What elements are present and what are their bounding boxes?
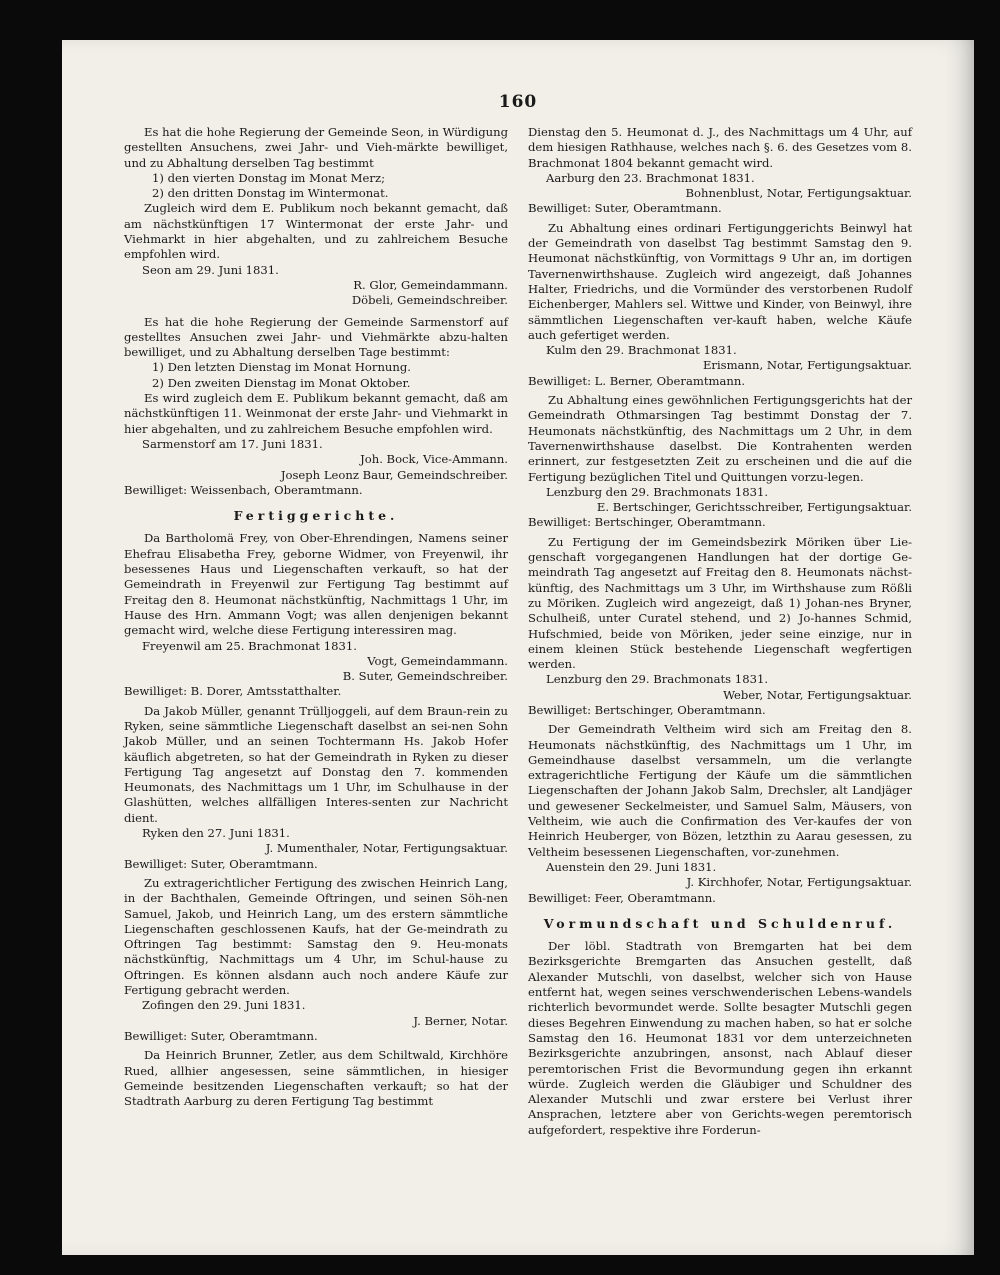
signature: Döbeli, Gemeindschreiber. <box>351 293 508 308</box>
dateline: Sarmenstorf am 17. Juni 1831. <box>142 436 323 451</box>
notice-paragraph: Zu Abhaltung eines gewöhnlichen Fertigungsgerichts hat der Gemeindrath Othmarsingen Tag bestimmt Donstag der 7. Heumonats nächstkünftig, des Nachmittags um 2 Uhr, in dem Tavernenwirthshause daselbst. Die Kontrahenten werden erinnert, zur festgesetzten Zeit zu erscheinen und die auf die Fertigung bezüglichen Titel und Quittungen vorzu-legen. <box>528 393 912 484</box>
approval-line: Bewilliget: B. Dorer, Amtsstatthalter. <box>124 684 342 699</box>
approval-line: Bewilliget: Weissenbach, Oberamtmann. <box>124 482 363 497</box>
dateline: Kulm den 29. Brachmonat 1831. <box>546 343 737 358</box>
left-column <box>124 125 508 1109</box>
section-heading: Fertiggerichte. <box>233 508 399 524</box>
dateline: Freyenwil am 25. Brachmonat 1831. <box>142 638 357 653</box>
dateline: Lenzburg den 29. Brachmonats 1831. <box>546 484 769 499</box>
signature: Joh. Bock, Vice-Ammann. <box>360 452 508 467</box>
dateline: Auenstein den 29. Juni 1831. <box>546 859 717 874</box>
newspaper-page <box>62 40 974 1255</box>
approval-line: Bewilliget: Feer, Oberamtmann. <box>528 890 716 905</box>
notice-paragraph: Da Jakob Müller, genannt Trülljoggeli, auf dem Braun-rein zu Ryken, seine sämmtliche Liegenschaft daselbst an sei-nen Sohn Jakob Müller, und an seinen Tochtermann Hs. Jakob Hofer käuflich abgetreten, so hat der Gemeindrath in Ryken zu dieser Fertigung Tag angesetzt auf Donstag den 7. kommenden Heumonats, des Nachmittags um 1 Uhr, im Schulhause in der Glashütten, welches allfälligen Interes-senten zur Nachricht dient. <box>124 703 508 825</box>
dateline: Seon am 29. Juni 1831. <box>142 262 279 277</box>
notice-paragraph: Der löbl. Stadtrath von Bremgarten hat bei dem Bezirksgerichte Bremgarten das Ansuchen gestellt, daß Alexander Mutschli, von daselbst, welcher sich von Hause entfernt hat, wegen seines verschwenderischen Lebens-wandels richterlich bevormundet werde. Sollte besagter Mutschli gegen dieses Begehren Einwendung zu machen haben, so hat er solche Samstag den 16. Heumonat 1831 vor dem unterzeichneten Bezirksgerichte anzubringen, ansonst, nach Ablauf dieser peremtorischen Frist die Bevormundung gegen ihn erkannt würde. Zugleich werden die Gläubiger und Schuldner des Alexander Mutschli und zwar erstere bei Verlust ihrer Ansprachen, letztere aber von Gerichts-wegen peremtorisch aufgefordert, respektive ihre Forderun- <box>528 939 912 1137</box>
signature: R. Glor, Gemeindammann. <box>353 277 508 292</box>
approval-line: Bewilliget: L. Berner, Oberamtmann. <box>528 373 746 388</box>
dateline: Lenzburg den 29. Brachmonats 1831. <box>546 672 769 687</box>
page-number: 160 <box>498 92 538 112</box>
notice-paragraph: Zu extragerichtlicher Fertigung des zwischen Heinrich Lang, in der Bachthalen, Gemeinde Oftringen, und seinen Söh-nen Samuel, Jakob, und Heinrich Lang, um des erstern sämmtliche Liegenschaften geschlossenen Kaufs, hat der Ge-meindrath zu Oftringen Tag bestimmt: Samstag den 9. Heu-monats nächstkünftig, Nachmittags um 4 Uhr, im Schul-hause zu Oftringen. Es können alsdann auch noch andere Käufe zur Fertigung gebracht werden. <box>124 875 508 998</box>
signature: Joseph Leonz Baur, Gemeindschreiber. <box>280 467 508 482</box>
signature: J. Mumenthaler, Notar, Fertigungsaktuar. <box>265 841 508 856</box>
approval-line: Bewilliget: Suter, Oberamtmann. <box>124 856 318 871</box>
notice-paragraph: Dienstag den 5. Heumonat d. J., des Nachmittags um 4 Uhr, auf dem hiesigen Rathhause, welches nach §. 6. des Gesetzes vom 8. Brachmonat 1804 bekannt gemacht wird. <box>528 125 912 170</box>
signature: Weber, Notar, Fertigungsaktuar. <box>723 687 912 702</box>
right-column <box>528 125 912 1138</box>
signature: E. Bertschinger, Gerichtsschreiber, Fertigungsaktuar. <box>596 500 912 515</box>
notice-paragraph: Da Bartholomä Frey, von Ober-Ehrendingen, Namens seiner Ehefrau Elisabetha Frey, geborne Widmer, von Freyenwil, ihr besessenes Haus und Liegenschaften verkauft, so hat der Gemeindrath in Freyenwil zur Fertigung Tag bestimmt auf Freitag den 8. Heumonat nächstkünftig, Nachmittags 1 Uhr, im Hause des Hrn. Ammann Vogt; was allen denjenigen bekannt gemacht wird, welche diese Fertigung interessiren mag. <box>124 531 508 638</box>
notice-paragraph: Es hat die hohe Regierung der Gemeinde Sarmenstorf auf gestelltes Ansuchen zwei Jahr- und Viehmärkte abzu-halten bewilliget, und zu Abhaltung derselben Tage bestimmt: <box>124 314 508 360</box>
section-heading: Vormundschaft und Schuldenruf. <box>543 915 897 931</box>
signature: Erismann, Notar, Fertigungsaktuar. <box>702 358 912 373</box>
notice-paragraph: Der Gemeindrath Veltheim wird sich am Freitag den 8. Heumonats nächstkünftig, des Nachmittags um 1 Uhr, im Gemeindhause daselbst versammeln, um die verlangte extragerichtliche Fertigung der Käufe um die sämmtlichen Liegenschaften der Johann Jakob Salm, Drechsler, alt Landjäger und gewesener Seckelmeister, und Samuel Salm, Mäusers, von Veltheim, wie auch die Confirmation des Ver-kaufes der von Heinrich Heuberger, von Bözen, letzthin zu Aarau gesessen, zu Veltheim besessenen Liegenschaften, vor-zunehmen. <box>528 722 912 859</box>
signature: Vogt, Gemeindammann. <box>367 653 508 668</box>
list-item: 1) Den letzten Dienstag im Monat Hornung. <box>152 360 411 375</box>
approval-line: Bewilliget: Suter, Oberamtmann. <box>528 201 722 216</box>
signature: J. Berner, Notar. <box>413 1013 508 1028</box>
dateline: Aarburg den 23. Brachmonat 1831. <box>546 170 755 185</box>
approval-line: Bewilliget: Bertschinger, Oberamtmann. <box>528 702 766 717</box>
notice-paragraph: Zu Fertigung der im Gemeindsbezirk Möriken über Lie-genschaft vorgegangenen Handlungen hat der dortige Ge-meindrath Tag angesetzt auf Freitag den 8. Heumonats nächst-künftig, des Nachmittags um 3 Uhr, im Wirthshause zum Rößli zu Möriken. Zugleich wird angezeigt, daß 1) Johan-nes Bryner, Schulheiß, unter Curatel stehend, und 2) Jo-hannes Schmid, Hufschmied, beide von Möriken, jeder seine einzige, nur in einem kleinen Stück bestehende Liegenschaft wegfertigen werden. <box>528 534 912 672</box>
list-item: 2) den dritten Donstag im Wintermonat. <box>152 186 389 201</box>
approval-line: Bewilliget: Bertschinger, Oberamtmann. <box>528 515 766 530</box>
list-item: 1) den vierten Donstag im Monat Merz; <box>152 170 385 185</box>
approval-line: Bewilliget: Suter, Oberamtmann. <box>124 1028 318 1043</box>
signature: J. Kirchhofer, Notar, Fertigungsaktuar. <box>686 875 912 890</box>
dateline: Ryken den 27. Juni 1831. <box>142 826 290 841</box>
signature: B. Suter, Gemeindschreiber. <box>342 669 508 684</box>
notice-paragraph: Zugleich wird dem E. Publikum noch bekannt gemacht, daß am nächstkünftigen 17 Wintermonat der erste Jahr- und Viehmarkt in hier abgehalten, und zu zahlreichem Besuche empfohlen wird. <box>124 201 508 262</box>
dateline: Zofingen den 29. Juni 1831. <box>142 998 306 1013</box>
list-item: 2) Den zweiten Dienstag im Monat Oktober. <box>152 375 411 390</box>
notice-paragraph: Zu Abhaltung eines ordinari Fertigunggerichts Beinwyl hat der Gemeindrath von daselbst Tag bestimmt Samstag den 9. Heumonat nächstkünftig, von Vormittags 9 Uhr an, im dortigen Tavernenwirthshause. Zugleich wird angezeigt, daß Johannes Halter, Friedrichs, und die Vormünder des verstorbenen Rudolf Eichenberger, Mahlers sel. Wittwe und Kinder, von Beinwyl, ihre sämmtlichen Liegenschaften ver-kauft haben, welche Käufe auch gefertiget werden. <box>528 220 912 342</box>
signature: Bohnenblust, Notar, Fertigungsaktuar. <box>685 186 912 201</box>
notice-paragraph: Es wird zugleich dem E. Publikum bekannt gemacht, daß am nächstkünftigen 11. Weinmonat der erste Jahr- und Viehmarkt in hier abgehalten, und zu zahlreichem Besuche empfohlen wird. <box>124 391 508 436</box>
notice-paragraph: Es hat die hohe Regierung der Gemeinde Seon, in Würdigung gestellten Ansuchens, zwei Jahr- und Vieh-märkte bewilliget, und zu Abhaltung derselben Tag bestimmt <box>124 125 508 170</box>
notice-paragraph: Da Heinrich Brunner, Zetler, aus dem Schiltwald, Kirchhöre Rued, allhier angesessen, seine sämmtlichen, in hiesiger Gemeinde besitzenden Liegenschaften verkauft; so hat der Stadtrath Aarburg zu deren Fertigung Tag bestimmt <box>124 1048 508 1109</box>
